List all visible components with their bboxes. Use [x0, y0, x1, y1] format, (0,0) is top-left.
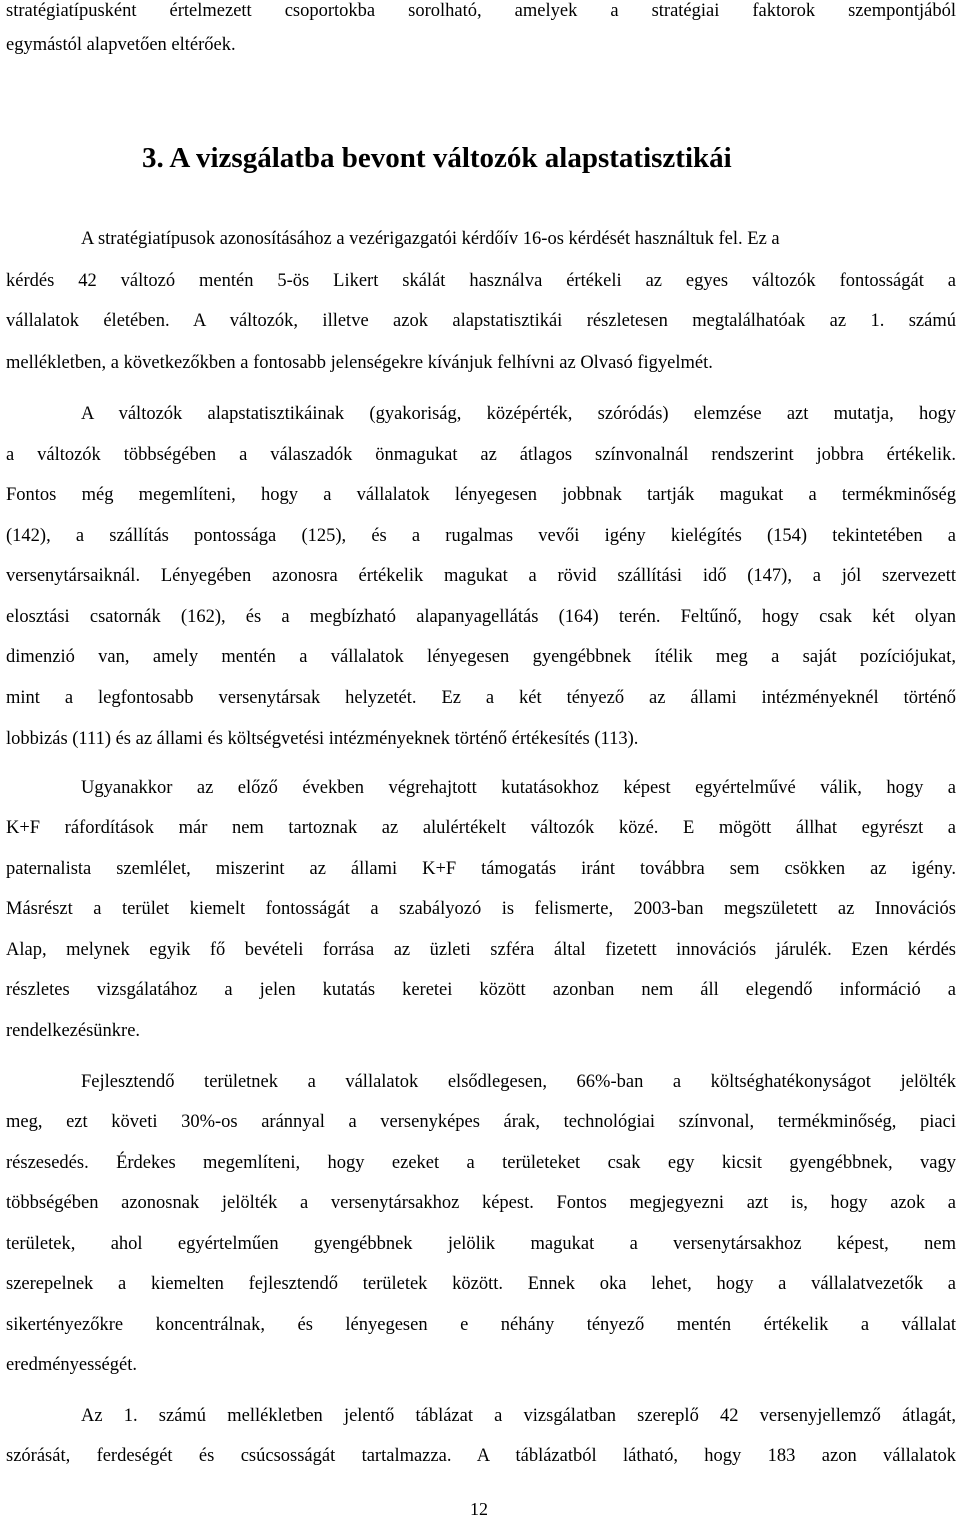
paragraph-2-line: elosztási csatornák (162), és a megbízható alapanyagellátás (164) terén. Feltűnő, hogy csak két olyan — [6, 607, 956, 627]
paragraph-2-line: (142), a szállítás pontossága (125), és a rugalmas vevői igény kielégítés (154) tekintetében a — [6, 526, 956, 546]
paragraph-4-line: sikertényezőkre koncentrálnak, és lényegesen e néhány tényező mentén értékelik a vállalat — [6, 1315, 956, 1335]
paragraph-1-line: vállalatok életében. A változók, illetve azok alapstatisztikái részletesen megtalálhatóak az 1. számú — [6, 311, 956, 331]
paragraph-1-line: A stratégiatípusok azonosításához a vezérigazgatói kérdőív 16-os kérdését használtuk fel. Ez a — [81, 229, 780, 249]
paragraph-2-line: A változók alapstatisztikáinak (gyakoriság, középérték, szóródás) elemzése azt mutatja, hogy — [81, 404, 956, 424]
paragraph-4-line: részesedés. Érdekes megemlíteni, hogy ezeket a területeket csak egy kicsit gyengébbnek, vagy — [6, 1153, 956, 1173]
paragraph-3-line: Másrészt a terület kiemelt fontosságát a szabályozó is felismerte, 2003-ban megszületett az Innovációs — [6, 899, 956, 919]
paragraph-3-line: paternalista szemlélet, miszerint az állami K+F támogatás iránt továbbra sem csökken az igény. — [6, 859, 956, 879]
text-line: egymástól alapvetően eltérőek. — [6, 35, 236, 55]
paragraph-3-line: Alap, melynek egyik fő bevételi forrása az üzleti szféra által fizetett innovációs járulék. Ezen kérdés — [6, 940, 956, 960]
paragraph-5-line: Az 1. számú mellékletben jelentő táblázat a vizsgálatban szereplő 42 versenyjellemző átlagát, — [81, 1406, 956, 1426]
paragraph-4-line: meg, ezt követi 30%-os aránnyal a versenyképes árak, technológiai színvonal, termékminőség, piaci — [6, 1112, 956, 1132]
paragraph-4-line: szerepelnek a kiemelten fejlesztendő területek között. Ennek oka lehet, hogy a vállalatvezetők a — [6, 1274, 956, 1294]
paragraph-2-line: Fontos még megemlíteni, hogy a vállalatok lényegesen jobbnak tartják magukat a termékminőség — [6, 485, 956, 505]
paragraph-3-line: részletes vizsgálatához a jelen kutatás keretei között azonban nem áll elegendő információ a — [6, 980, 956, 1000]
paragraph-4-line: eredményességét. — [6, 1355, 137, 1375]
paragraph-3-line: K+F ráfordítások már nem tartoznak az alulértékelt változók közé. E mögött állhat egyrészt a — [6, 818, 956, 838]
paragraph-2-line: a változók többségében a válaszadók önmagukat az átlagos színvonalnál rendszerint jobbra értékelik. — [6, 445, 956, 465]
paragraph-2-line: dimenzió van, amely mentén a vállalatok lényegesen gyengébbnek ítélik meg a saját pozíciójukat, — [6, 647, 956, 667]
paragraph-1-line: kérdés 42 változó mentén 5-ös Likert skálát használva értékeli az egyes változók fontosságát a — [6, 271, 956, 291]
paragraph-5-line: szórását, ferdeségét és csúcsosságát tartalmazza. A táblázatból látható, hogy 183 azon vállalatok — [6, 1446, 956, 1466]
paragraph-1-line: mellékletben, a következőkben a fontosabb jelenségekre kívánjuk felhívni az Olvasó figyelmét. — [6, 353, 713, 373]
paragraph-4-line: Fejlesztendő területnek a vállalatok elsődlegesen, 66%-ban a költséghatékonyságot jelölték — [81, 1072, 956, 1092]
paragraph-3-line: Ugyanakkor az előző években végrehajtott kutatásokhoz képest egyértelművé válik, hogy a — [81, 778, 956, 798]
paragraph-2-line: mint a legfontosabb versenytársak helyzetét. Ez a két tényező az állami intézményeknél történő — [6, 688, 956, 708]
text-line: stratégiatípusként értelmezett csoportokba sorolható, amelyek a stratégiai faktorok szempontjából — [6, 1, 956, 21]
paragraph-2-line: lobbizás (111) és az állami és költségvetési intézményeknek történő értékesítés (113). — [6, 729, 639, 749]
page-number: 12 — [470, 1499, 488, 1519]
paragraph-4-line: területek, ahol egyértelműen gyengébbnek jelölik magukat a versenytársakhoz képest, nem — [6, 1234, 956, 1254]
section-heading: 3. A vizsgálatba bevont változók alapstatisztikái — [142, 142, 732, 174]
paragraph-2-line: versenytársaiknál. Lényegében azonosra értékelik magukat a rövid szállítási idő (147), a jól szervezett — [6, 566, 956, 586]
paragraph-3-line: rendelkezésünkre. — [6, 1021, 141, 1041]
paragraph-4-line: többségében azonosnak jelölték a versenytársakhoz képest. Fontos megjegyezni azt is, hogy azok a — [6, 1193, 956, 1213]
